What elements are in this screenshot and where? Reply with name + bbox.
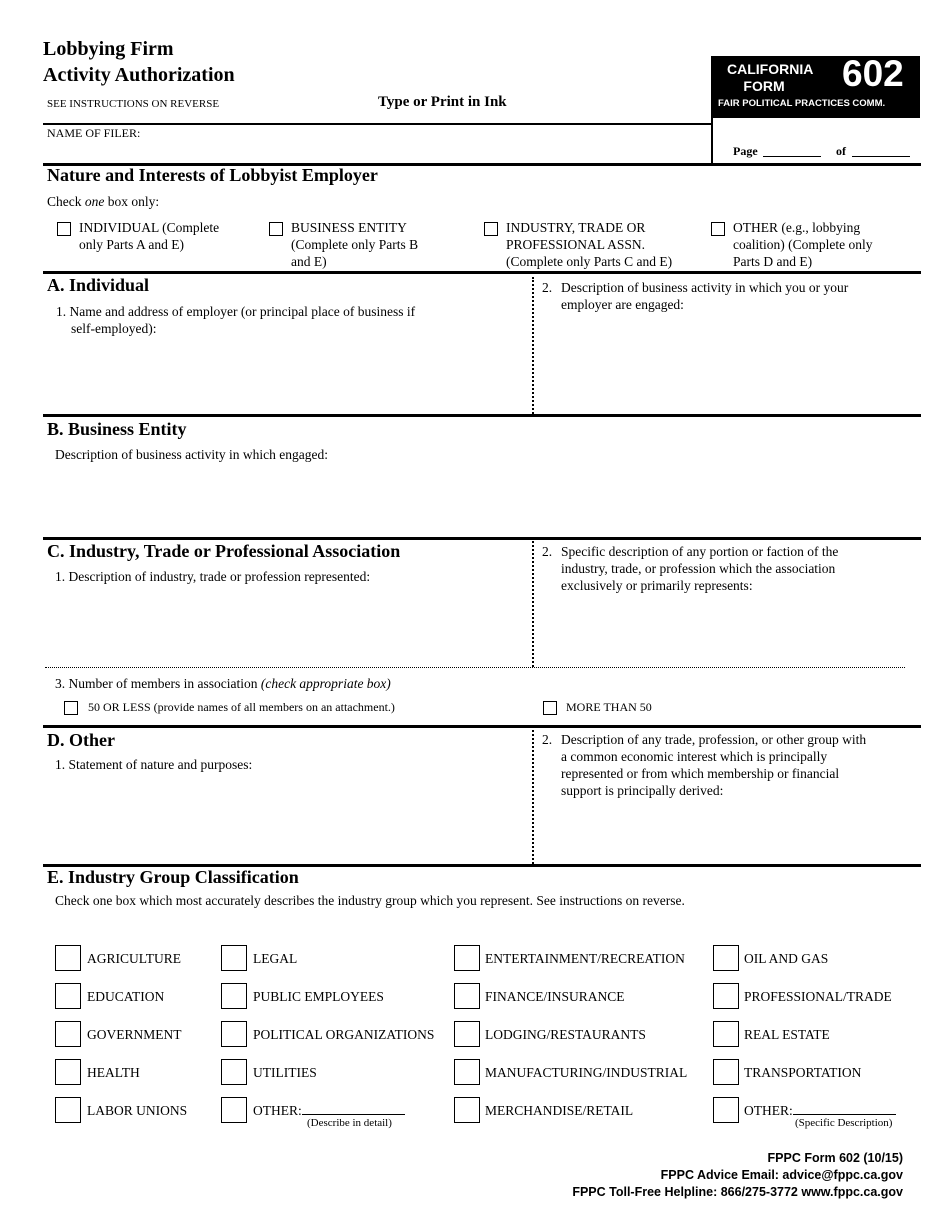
label-other-group-2: OTHER: [744,1103,793,1118]
checkbox-oil-gas[interactable] [713,945,739,971]
checkbox-manufacturing[interactable] [454,1059,480,1085]
rule-section-c-top [43,537,921,540]
other-note-specific: (Specific Description) [795,1117,893,1129]
section-b-description-label: Description of business activity in which engaged: [55,447,328,462]
rule-section-b-top [43,414,921,417]
section-a-divider [532,277,534,414]
option-individual-label: INDIVIDUAL (Complete only Parts A and E) [79,220,220,252]
checkbox-lodging[interactable] [454,1021,480,1047]
footer-advice-email: FPPC Advice Email: advice@fppc.ca.gov [660,1168,903,1182]
option-other-label: OTHER (e.g., lobbying coalition) (Complete only Parts D and E) [733,220,873,269]
check-one-instruction: Check one box only: [47,194,160,209]
label-public-employees: PUBLIC EMPLOYEES [253,989,384,1004]
checkbox-legal[interactable] [221,945,247,971]
other-group-1-field[interactable] [302,1114,405,1115]
label-finance: FINANCE/INSURANCE [485,989,625,1004]
form-title-line1: Lobbying Firm [43,38,174,60]
nature-heading: Nature and Interests of Lobbyist Employer [47,165,378,185]
business-entity-description-field[interactable] [44,466,914,534]
section-d-heading: D. Other [47,730,115,750]
rule-section-a-top [43,271,921,274]
page-label: Page [733,144,758,158]
label-lodging: LODGING/RESTAURANTS [485,1027,646,1042]
name-of-filer-label: NAME OF FILER: [47,126,141,140]
section-d-item2: Description of any trade, profession, or other group with a common economic interest which is principally represented or from which membership or financial support is principally derived: [561,732,867,798]
section-d-divider [532,730,534,864]
checkbox-industry-trade[interactable] [484,222,498,236]
form-label: FORM [743,78,785,94]
label-transportation: TRANSPORTATION [744,1065,862,1080]
type-or-print: Type or Print in Ink [378,94,507,110]
label-utilities: UTILITIES [253,1065,317,1080]
label-entertainment: ENTERTAINMENT/RECREATION [485,951,685,966]
section-a-heading: A. Individual [47,275,150,295]
see-instructions: SEE INSTRUCTIONS ON REVERSE [47,98,220,110]
checkbox-other-group-2[interactable] [713,1097,739,1123]
form-title-line2: Activity Authorization [43,64,235,86]
section-d-item2-num: 2. [542,732,553,747]
business-activity-field[interactable] [537,315,917,410]
section-e-heading: E. Industry Group Classification [47,867,299,887]
form-state: CALIFORNIA [727,61,814,77]
label-labor-unions: LABOR UNIONS [87,1103,188,1118]
commission-name: FAIR POLITICAL PRACTICES COMM. [718,98,886,109]
section-b-heading: B. Business Entity [47,419,187,439]
label-political-organizations: POLITICAL ORGANIZATIONS [253,1027,435,1042]
checkbox-more-than-50[interactable] [543,701,557,715]
checkbox-political-organizations[interactable] [221,1021,247,1047]
industry-description-field[interactable] [44,590,530,662]
of-label: of [836,144,846,158]
section-a-item2-num: 2. [542,280,553,295]
checkbox-public-employees[interactable] [221,983,247,1009]
label-professional-trade: PROFESSIONAL/TRADE [744,989,892,1004]
page-total-field[interactable] [852,156,910,157]
checkbox-agriculture[interactable] [55,945,81,971]
checkbox-transportation[interactable] [713,1059,739,1085]
section-c-dotted-rule [45,667,905,668]
footer [572,1150,903,1201]
section-c-item2-num: 2. [542,544,553,559]
checkbox-professional-trade[interactable] [713,983,739,1009]
label-merchandise: MERCHANDISE/RETAIL [485,1103,634,1118]
section-c-divider [532,541,534,667]
option-industry-trade-label: INDUSTRY, TRADE OR PROFESSIONAL ASSN. (Complete only Parts C and E) [506,220,673,269]
label-education: EDUCATION [87,989,165,1004]
checkbox-labor-unions[interactable] [55,1097,81,1123]
section-c-item1: 1. Description of industry, trade or profession represented: [55,569,371,584]
label-real-estate: REAL ESTATE [744,1027,830,1042]
checkbox-education[interactable] [55,983,81,1009]
checkbox-health[interactable] [55,1059,81,1085]
section-d-item1: 1. Statement of nature and purposes: [55,757,253,772]
checkbox-50-or-less[interactable] [64,701,78,715]
checkbox-utilities[interactable] [221,1059,247,1085]
label-government: GOVERNMENT [87,1027,182,1042]
checkbox-finance[interactable] [454,983,480,1009]
employer-name-address-field[interactable] [44,320,530,410]
label-legal: LEGAL [253,951,298,966]
option-more-than-50-label: MORE THAN 50 [566,700,652,714]
other-note-describe: (Describe in detail) [307,1117,392,1129]
page-box-left [711,118,713,164]
option-50-or-less-label: 50 OR LESS (provide names of all members on an attachment.) [88,700,395,714]
checkbox-government[interactable] [55,1021,81,1047]
economic-interest-field[interactable] [537,800,907,860]
label-manufacturing: MANUFACTURING/INDUSTRIAL [485,1065,688,1080]
faction-description-field[interactable] [537,596,907,662]
label-agriculture: AGRICULTURE [87,951,182,966]
other-group-2-field[interactable] [793,1114,896,1115]
label-health: HEALTH [87,1065,140,1080]
footer-form-version: FPPC Form 602 (10/15) [767,1151,903,1165]
nature-purposes-field[interactable] [44,778,530,860]
section-e-instructions: Check one box which most accurately describes the industry group which you represent. See instructions on reverse. [55,893,685,908]
checkbox-real-estate[interactable] [713,1021,739,1047]
checkbox-other-group-1[interactable] [221,1097,247,1123]
rule-section-d-top [43,725,921,728]
checkbox-individual[interactable] [57,222,71,236]
checkbox-other[interactable] [711,222,725,236]
section-a-item1: 1. Name and address of employer (or principal place of business if self-employed): [56,304,416,336]
checkbox-merchandise[interactable] [454,1097,480,1123]
header-rule [43,123,712,125]
section-c-heading: C. Industry, Trade or Professional Association [47,541,401,561]
checkbox-entertainment[interactable] [454,945,480,971]
form-number: 602 [842,53,904,94]
option-business-entity-label: BUSINESS ENTITY (Complete only Parts B and E) [291,220,419,269]
page-number-field[interactable] [763,156,821,157]
footer-helpline: FPPC Toll-Free Helpline: 866/275-3772 www.fppc.ca.gov [572,1185,903,1199]
label-other-group-1: OTHER: [253,1103,302,1118]
section-c-item3: 3. Number of members in association (check appropriate box) [55,676,391,691]
checkbox-business-entity[interactable] [269,222,283,236]
label-oil-gas: OIL AND GAS [744,951,829,966]
form-id-box [711,53,920,118]
section-c-item2: Specific description of any portion or faction of the industry, trade, or profession which the association exclusively or primarily represents: [561,544,839,593]
section-a-item2: Description of business activity in which you or your employer are engaged: [561,280,849,312]
